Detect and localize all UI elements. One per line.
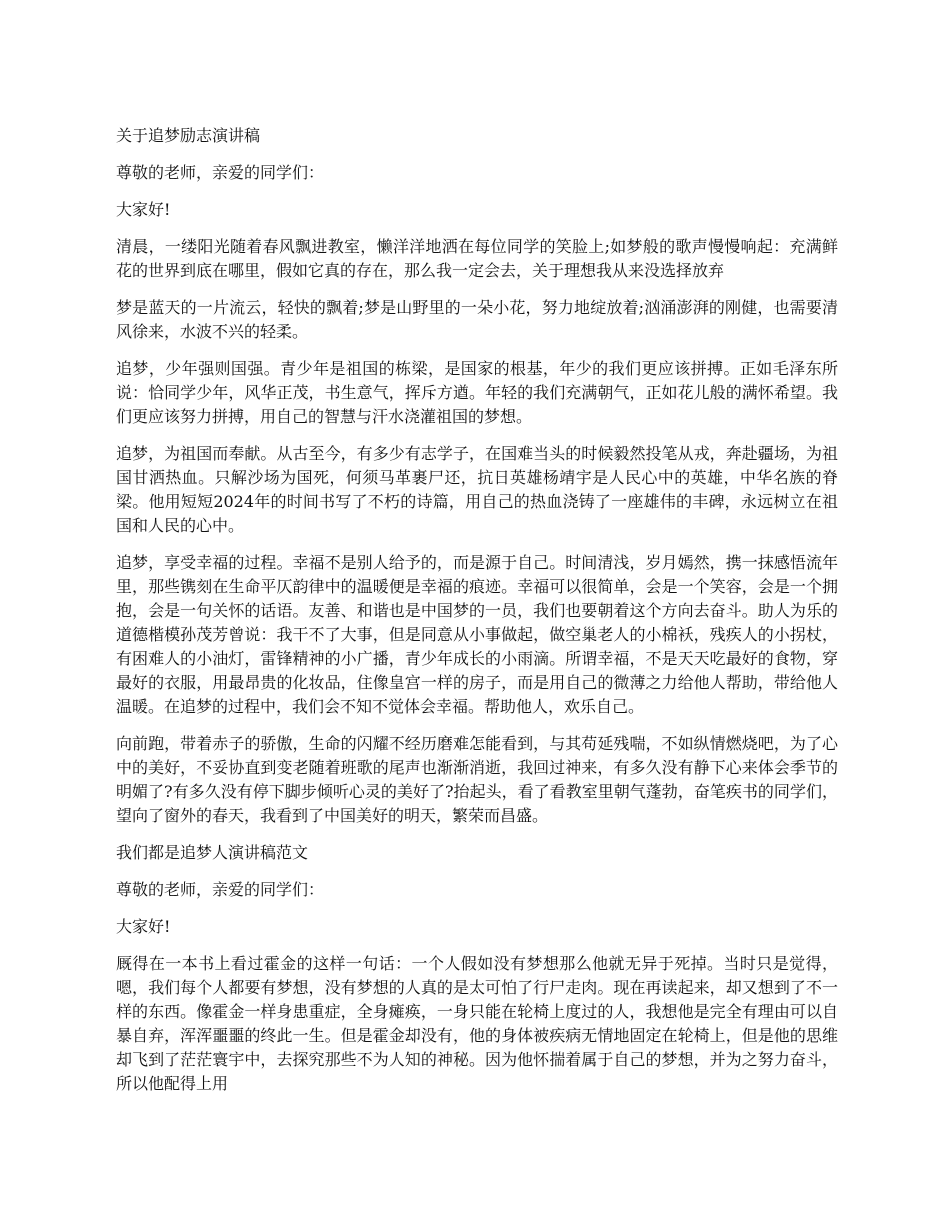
- greeting: 大家好!: [116, 200, 171, 219]
- document-title: 关于追梦励志演讲稿: [116, 126, 261, 145]
- paragraph-happiness: 追梦，享受幸福的过程。幸福不是别人给予的，而是源于自己。时间清浅，岁月嫣然，携一抹感悟流年里，那些镌刻在生命平仄韵律中的温暖便是幸福的痕迹。幸福可以很简单，会是一个笑容，会是一个拥抱，会是一句关怀的话语。友善、和谐也是中国梦的一员，我们也要朝着这个方向去奋斗。助人为乐的道德楷模孙茂芳曾说：我干不了大事，但是同意从小事做起，做空巢老人的小棉袄，残疾人的小拐杖，有困难人的小油灯，雷锋精神的小广播，青少年成长的小雨滴。所谓幸福，不是天天吃最好的食物，穿最好的衣服，用最昂贵的化妆品，住像皇宫一样的房子，而是用自己的微薄之力给他人帮助，带给他人温暖。在追梦的过程中，我们会不知不觉体会幸福。帮助他人，欢乐自己。: [116, 553, 838, 716]
- paragraph-run-forward: 向前跑，带着赤子的骄傲，生命的闪耀不经历磨难怎能看到，与其苟延残喘，不如纵情燃烧吧，为了心中的美好，不妥协直到变老随着班歌的尾声也渐渐消逝，我回过神来，有多久没有静下心来体会季节的明媚了?有多久没有停下脚步倾听心灵的美好了?抬起头，看了看教室里朝气蓬勃，奋笔疾书的同学们，望向了窗外的春天，我看到了中国美好的明天，繁荣而昌盛。: [116, 734, 838, 825]
- paragraph-hawking: 厩得在一本书上看过霍金的这样一句话：一个人假如没有梦想那么他就无异于死掉。当时只是觉得，嗯，我们每个人都要有梦想，没有梦想的人真的是太可怕了行尸走肉。现在再读起来，却又想到了不一样的东西。像霍金一样身患重症，全身瘫痪，一身只能在轮椅上度过的人，我想他是完全有理由可以自暴自弃，浑浑噩噩的终此一生。但是霍金却没有，他的身体被疾病无情地固定在轮椅上，但是他的思维却飞到了茫茫寰宇中，去探究那些不为人知的神秘。因为他怀揣着属于自己的梦想，并为之努力奋斗，所以他配得上用: [116, 954, 838, 1093]
- second-speech-title: 我们都是追梦人演讲稿范文: [116, 843, 309, 862]
- second-greeting: 大家好!: [116, 917, 171, 936]
- document-body: [116, 124, 838, 1096]
- second-salutation: 尊敬的老师，亲爱的同学们：: [116, 880, 325, 899]
- paragraph-dream-cloud: 梦是蓝天的一片流云，轻快的飘着;梦是山野里的一朵小花，努力地绽放着;汹涌澎湃的刚健，也需要清风徐来，水波不兴的轻柔。: [116, 298, 838, 341]
- salutation: 尊敬的老师，亲爱的同学们：: [116, 163, 325, 182]
- paragraph-youth: 追梦，少年强则国强。青少年是祖国的栋梁，是国家的根基，年少的我们更应该拼搏。正如毛泽东所说：恰同学少年，风华正茂，书生意气，挥斥方遒。年轻的我们充满朝气，正如花儿般的满怀希望。我们更应该努力拼搏，用自己的智慧与汗水浇灌祖国的梦想。: [116, 359, 838, 426]
- paragraph-devotion: 追梦，为祖国而奉献。从古至今，有多少有志学子，在国难当头的时候毅然投笔从戎，奔赴疆场，为祖国甘洒热血。只解沙场为国死，何须马革裹尸还，抗日英雄杨靖宇是人民心中的英雄，中华名族的脊梁。他用短短2024年的时间书写了不朽的诗篇，用自己的热血浇铸了一座雄伟的丰碑，永远树立在祖国和人民的心中。: [116, 444, 838, 535]
- paragraph-morning: 清晨，一缕阳光随着春风飘进教室，懒洋洋地洒在每位同学的笑脸上;如梦般的歌声慢慢响起：充满鲜花的世界到底在哪里，假如它真的存在，那么我一定会去，关于理想我从来没选择放弃: [116, 237, 838, 280]
